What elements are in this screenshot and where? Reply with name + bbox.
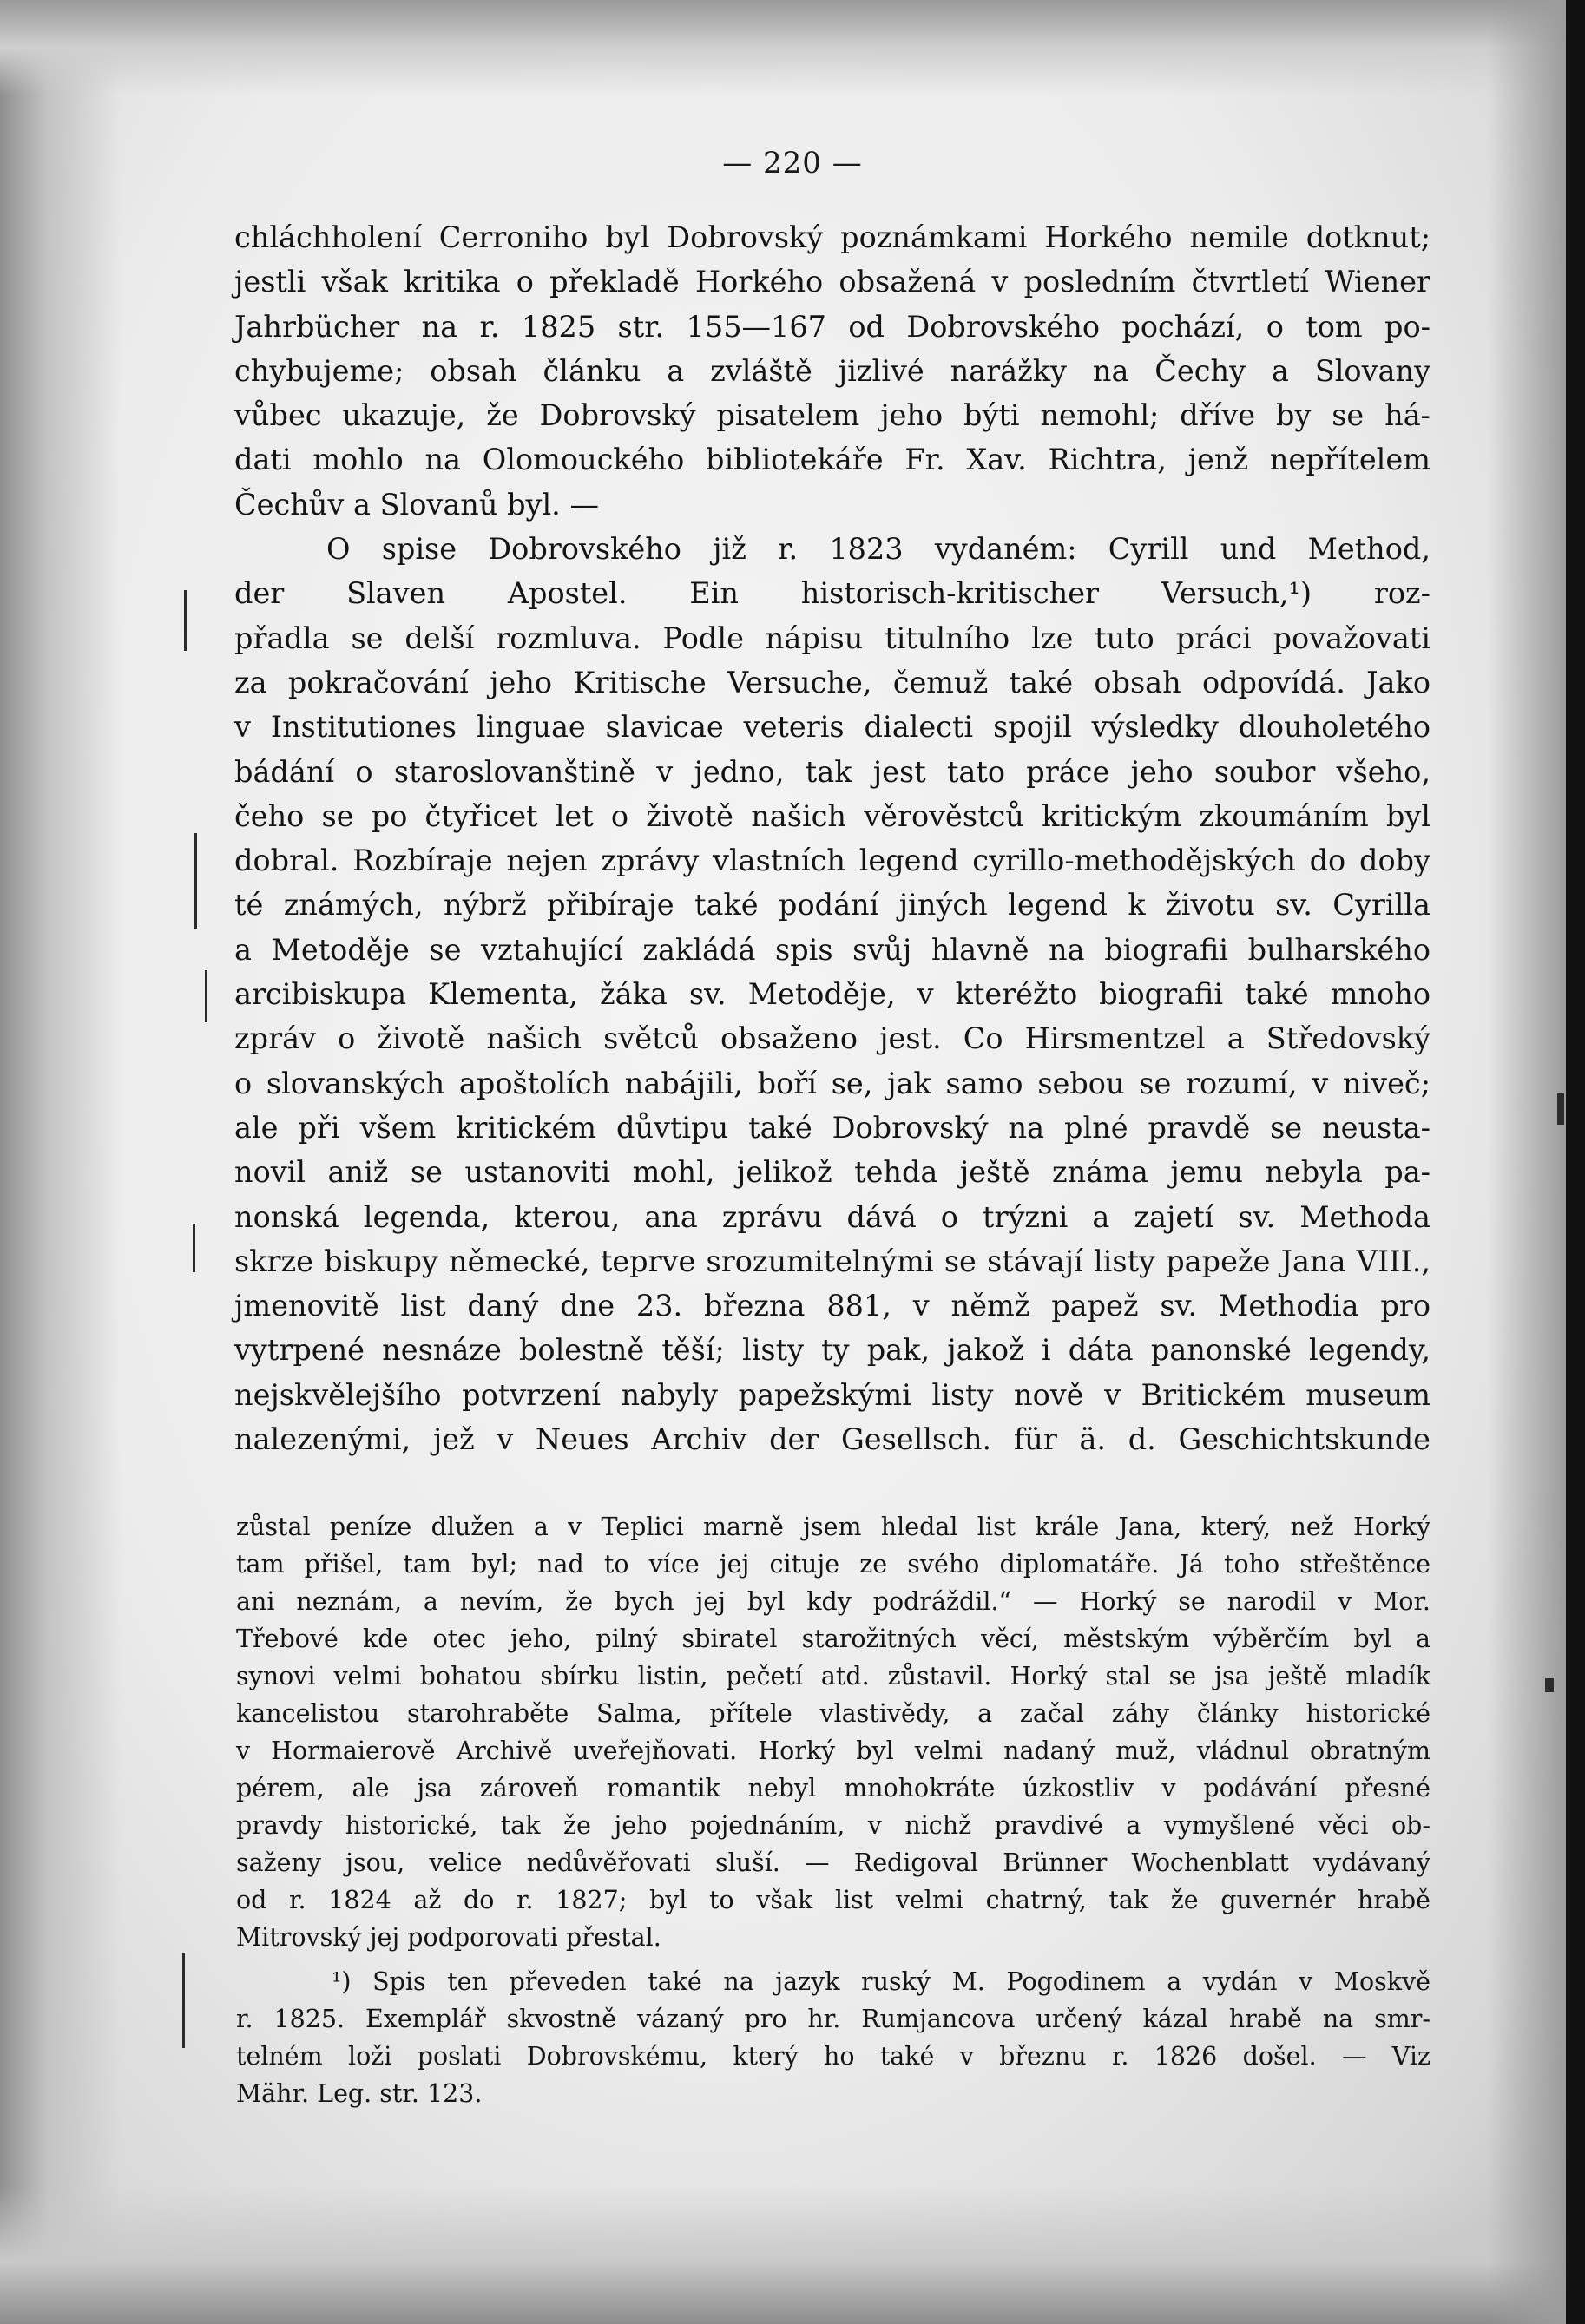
text-line: dati mohlo na Olomouckého bibliotekáře Fr. Xav. Richtra, jenž nepřítelem: [234, 443, 1430, 477]
margin-mark: [1557, 1093, 1564, 1125]
margin-mark: [1545, 1678, 1554, 1692]
footnote-line: ani neznám, a nevím, že bych jej byl kdy podráždil.“ — Horký se narodil v Mor.: [236, 1587, 1430, 1616]
text-line: nalezenými, jež v Neues Archiv der Gesellsch. für ä. d. Geschichtskunde: [234, 1422, 1430, 1457]
text-line: v Institutiones linguae slavicae veteris dialecti spojil výsledky dlouholetého: [234, 710, 1430, 745]
footnote-1-line: telném loži poslati Dobrovskému, který ho také v březnu r. 1826 došel. — Viz: [236, 2042, 1430, 2071]
footnote-line: kancelistou starohraběte Salma, přítele vlastivědy, a začal záhy články historické: [236, 1699, 1430, 1728]
text-line: zpráv o životě našich světců obsaženo jest. Co Hirsmentzel a Středovský: [234, 1021, 1430, 1056]
text-line: čeho se po čtyřicet let o životě našich věrověstců kritickým zkoumáním byl: [234, 798, 1430, 833]
footnote-line: v Hormaierově Archivě uveřejňovati. Horký byl velmi nadaný muž, vládnul obratným: [236, 1736, 1430, 1765]
text-line: o slovanských apoštolích nabájili, boří se, jak samo sebou se rozumí, v niveč;: [234, 1066, 1430, 1100]
text-line: Jahrbücher na r. 1825 str. 155—167 od Dobrovského pochází, o tom po-: [234, 309, 1430, 344]
text-line: novil aniž se ustanoviti mohl, jelikož tehda ještě známa jemu nebyla pa-: [234, 1155, 1430, 1190]
text-line: jestli však kritika o překladě Horkého obsažená v posledním čtvrtletí Wiener: [234, 265, 1430, 299]
margin-mark: [182, 1953, 185, 2048]
footnote-1-line: r. 1825. Exemplář skvostně vázaný pro hr. Rumjancova určený kázal hrabě na smr-: [236, 2005, 1430, 2033]
scan-shadow-top: [0, 0, 1585, 95]
footnote-line: pérem, ale jsa zároveň romantik nebyl mnohokráte úzkostliv v podávání přesné: [236, 1774, 1430, 1802]
text-line: vytrpené nesnáze bolestně těší; listy ty pak, jakož i dáta panonské legendy,: [234, 1333, 1430, 1368]
text-line: nejskvělejšího potvrzení nabyly papežskými listy nově v Britickém museum: [234, 1377, 1430, 1412]
main-text: [234, 215, 1430, 1461]
text-line: bádání o staroslovanštině v jedno, tak jest tato práce jeho soubor všeho,: [234, 754, 1430, 789]
text-line: přadla se delší rozmluva. Podle nápisu titulního lze tuto práci považovati: [234, 620, 1430, 655]
footnote-line: saženy jsou, velice nedůvěřovati sluší. — Redigoval Brünner Wochenblatt vydávaný: [236, 1848, 1430, 1877]
text-line: jmenovitě list daný dne 23. března 881, v němž papež sv. Methodia pro: [234, 1289, 1430, 1323]
footnote-line: pravdy historické, tak že jeho pojednáním, v nichž pravdivé a vymyšlené věci ob-: [236, 1811, 1430, 1840]
footnote-1-line: Mähr. Leg. str. 123.: [236, 2079, 483, 2108]
text-line: za pokračování jeho Kritische Versuche, čemuž také obsah odpovídá. Jako: [234, 665, 1430, 699]
text-line: der Slaven Apostel. Ein historisch-kritischer Versuch,¹) roz-: [234, 576, 1430, 611]
page-number: — 220 —: [722, 146, 863, 181]
scan-border-right: [1566, 0, 1585, 2324]
text-line: Čechův a Slovanů byl. —: [234, 487, 599, 522]
footnote-line: tam přišel, tam byl; nad to více jej cituje ze svého diplomatáře. Já toho střeštěnce: [236, 1550, 1430, 1579]
text-line: chybujeme; obsah článku a zvláště jizlivé narážky na Čechy a Slovany: [234, 353, 1430, 388]
margin-mark: [193, 1224, 195, 1272]
text-line: dobral. Rozbíraje nejen zprávy vlastních legend cyrillo-methodějských do doby: [234, 844, 1430, 878]
text-line: vůbec ukazuje, že Dobrovský pisatelem jeho býti nemohl; dříve by se há-: [234, 398, 1430, 433]
footnotes: [236, 1508, 1430, 2112]
text-line: nonská legenda, kterou, ana zprávu dává o trýzni a zajetí sv. Methoda: [234, 1199, 1430, 1234]
footnote-line: Třebové kde otec jeho, pilný sbiratel starožitných věcí, městským výběrčím byl a: [236, 1625, 1430, 1653]
footnote-line: od r. 1824 až do r. 1827; byl to však list velmi chatrný, tak že guvernér hrabě: [236, 1886, 1430, 1914]
text-line: arcibiskupa Klementa, žáka sv. Metoděje, v kteréžto biografii také mnoho: [234, 977, 1430, 1012]
footnote-line: synovi velmi bohatou sbírku listin, pečetí atd. zůstavil. Horký stal se jsa ještě mladík: [236, 1662, 1430, 1690]
text-line: té známých, nýbrž přibíraje také podání jiných legend k životu sv. Cyrilla: [234, 888, 1430, 922]
text-line: skrze biskupy německé, teprve srozumitelnými se stávají listy papeže Jana VIII.,: [234, 1244, 1430, 1278]
scan-shadow-right: [1488, 0, 1566, 2324]
footnote-line: Mitrovský jej podporovati přestal.: [236, 1923, 661, 1952]
margin-mark: [194, 833, 197, 929]
scan-shadow-bottom: [0, 2185, 1585, 2324]
footnote-line: zůstal peníze dlužen a v Teplici marně jsem hledal list krále Jana, který, než Horký: [236, 1513, 1430, 1541]
footnote-1-line: ¹) Spis ten převeden také na jazyk ruský M. Pogodinem a vydán v Moskvě: [332, 1967, 1430, 1996]
text-line: a Metoděje se vztahující zakládá spis svůj hlavně na biografii bulharského: [234, 932, 1430, 967]
margin-mark: [205, 970, 207, 1022]
text-line: O spise Dobrovského již r. 1823 vydaném: Cyrill und Method,: [326, 532, 1430, 567]
margin-mark: [184, 590, 187, 651]
scan-shadow-left: [0, 0, 122, 2324]
text-line: chláchholení Cerroniho byl Dobrovský poznámkami Horkého nemile dotknut;: [234, 220, 1430, 254]
text-line: ale při všem kritickém důvtipu také Dobrovský na plné pravdě se neusta-: [234, 1110, 1430, 1145]
